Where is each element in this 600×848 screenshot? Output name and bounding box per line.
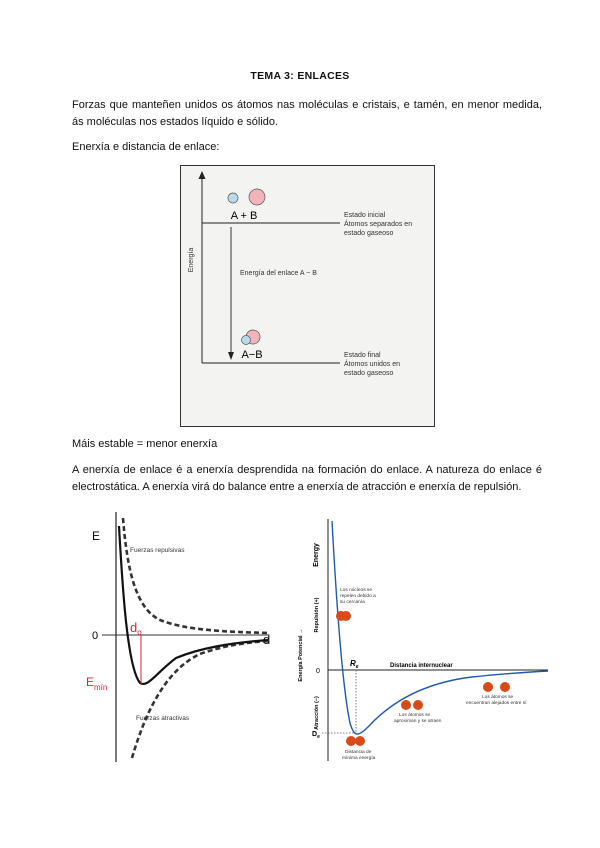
final-state-text: Estado final Átomos unidos en estado gaseoso [344,352,401,377]
separate-atoms-label: A + B [230,210,258,222]
atom-far-1-icon [483,682,493,692]
bond-energy-label: Energía del enlace A − B [240,270,317,277]
internuclear-distance-label: Distancia internuclear [390,663,453,669]
initial-state-text: Estado inicial Átomos separados en estado gaseoso [344,212,413,237]
attractive-forces-label: Fuerzas atractivas [136,715,190,722]
atom-approach-2-icon [413,700,423,710]
intro-paragraph: Forzas que manteñen unidos os átomos nas moléculas e cristais, e tamén, en menor medida, ás moléculas nos estados líquido e sólido. [72,99,542,128]
atom-approach-1-icon [401,700,411,710]
molecule-a-icon [242,336,251,345]
atom-far-2-icon [500,682,510,692]
atom-b-icon [249,189,265,205]
atom-min-2-icon [355,736,365,746]
far-apart-note: Los átomos se encuentran alejados entre sí [466,695,527,706]
internuclear-distance-plot [292,515,552,765]
bond-energy-paragraph: A enerxía de enlace é a enerxía desprendida na formación do enlace. A natureza do enlace é electrostática. A enerxía virá do balance entre a enerxía de atracción e enerxía de repulsión. [72,464,542,493]
repulsion-label: Repulsión (+) [314,597,320,633]
energy-label: Energy [313,543,320,567]
attraction-label: Atracción (−) [314,696,320,730]
repulsive-forces-label: Fuerzas repulsivas [130,547,185,554]
atom-a-icon [228,193,238,203]
energy-distance-heading: Enerxía e distancia de enlace: [72,141,220,153]
attractive-curve [132,641,270,758]
d0-label: $d_o$ [130,620,142,637]
stability-statement: Máis estable = menor enerxía [72,438,218,450]
approach-note: Los átomos se aproximan y se atraen [394,713,442,724]
zero-label: 0 [316,668,320,675]
bond-energy-level-diagram [180,165,435,427]
potential-energy-forces-plot [80,508,280,766]
d-axis-label: d [263,632,271,647]
re-label: $R_e$ [350,659,359,670]
potential-energy-axis-title: Energía Potencial → [298,628,304,682]
e-axis-label: E [92,529,101,543]
figure-frame [181,166,435,427]
atom-overlap-2-icon [341,611,351,621]
emin-label: $E_{mín}$ [86,675,108,692]
min-energy-note: Distancia de mínima energía [342,750,376,761]
energy-axis-label: Energía [188,247,195,273]
zero-label: 0 [92,630,99,642]
molecule-label: A−B [241,349,263,361]
atom-min-1-icon [346,736,356,746]
page-title: TEMA 3: ENLACES [250,70,350,82]
repulsive-curve [123,518,270,633]
overlap-note: Los núcleos se repelen debido a su cercanía [340,588,376,605]
de-label: $D_e$ [312,731,320,740]
